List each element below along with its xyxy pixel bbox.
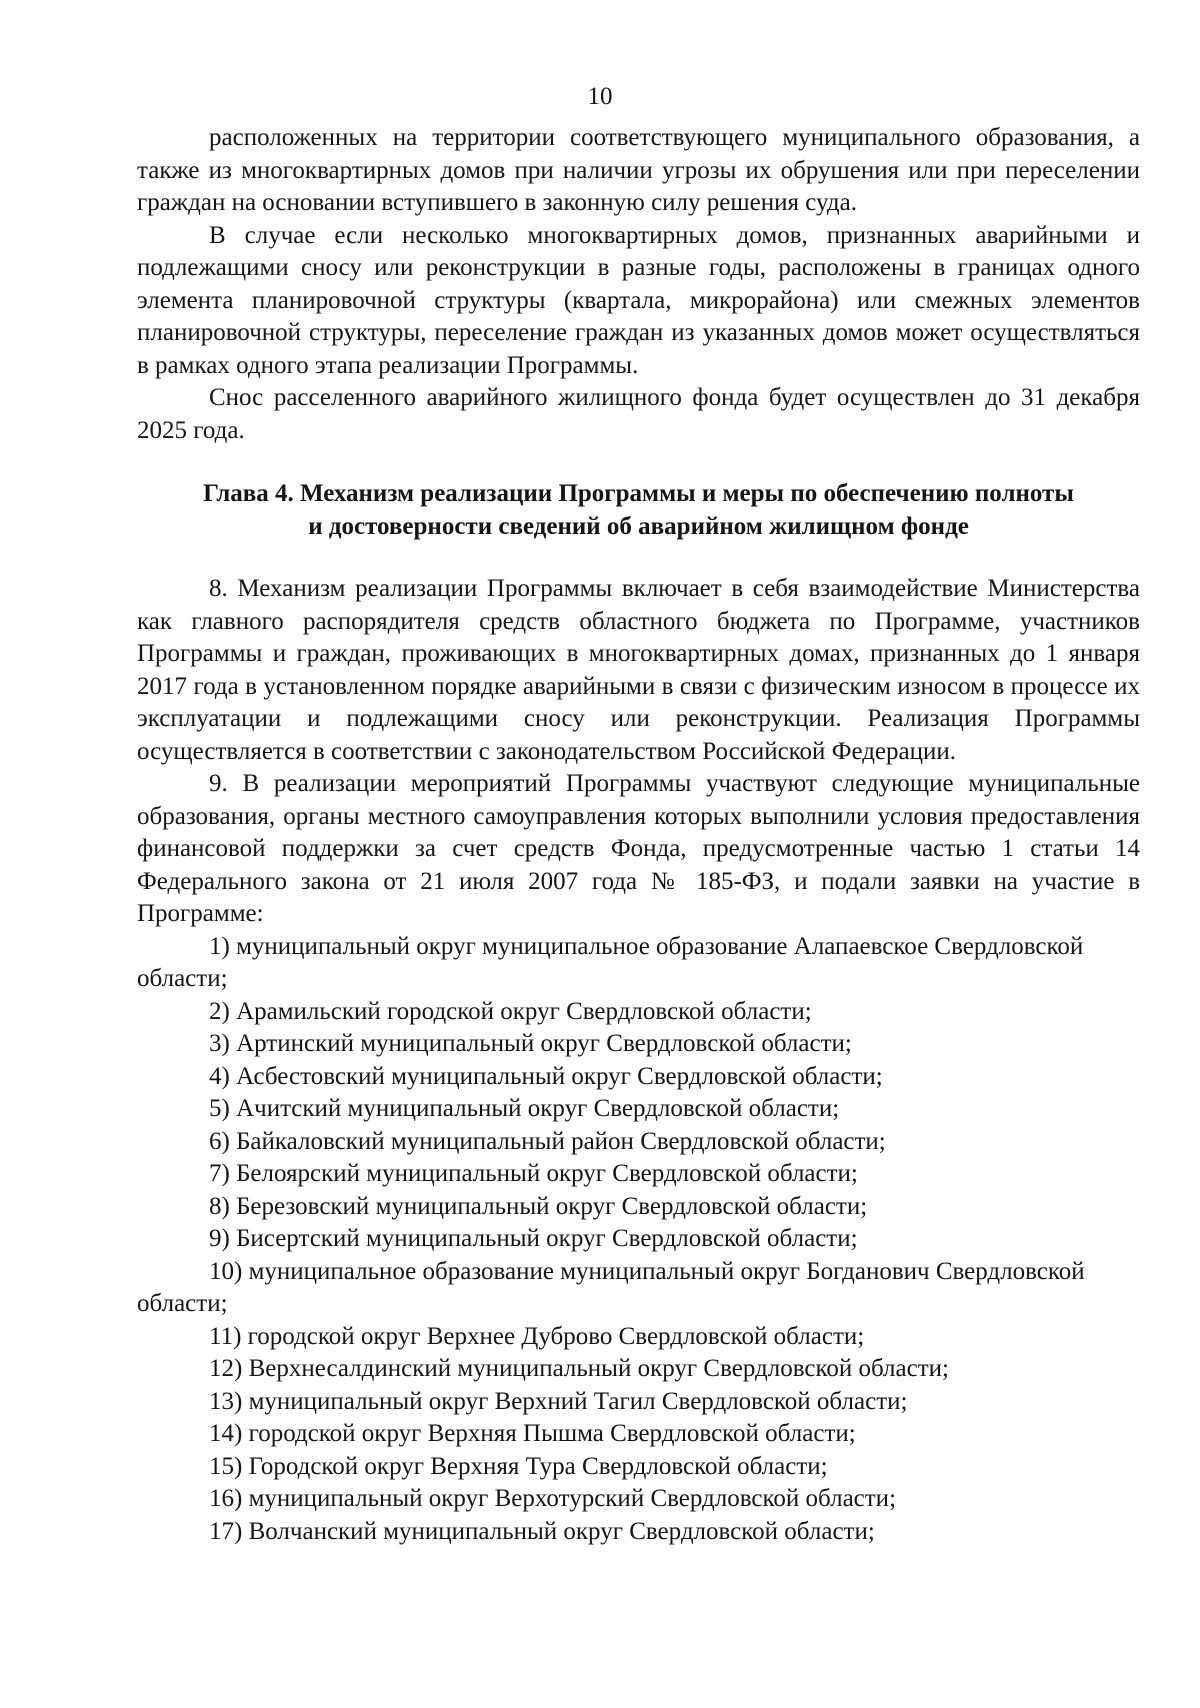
list-item: 17) Волчанский муниципальный округ Свердловской области; (209, 1517, 875, 1545)
list-item: 12) Верхнесалдинский муниципальный округ Свердловской области; (209, 1355, 949, 1382)
list-item: 11) городской округ Верхнее Дуброво Свердловской области; (209, 1322, 865, 1350)
list-item: 1) муниципальный округ муниципальное образование Алапаевское Свердловской области; (137, 932, 1084, 992)
list-item: 5) Ачитский муниципальный округ Свердловской области; (209, 1095, 840, 1122)
list-item: 10) муниципальное образование муниципальный округ Богданович Свердловской области; (137, 1257, 1085, 1317)
list-item: 13) муниципальный округ Верхний Тагил Свердловской области; (209, 1387, 908, 1415)
chapter-heading-line-1: Глава 4. Механизм реализации Программы и меры по обеспечению полноты (203, 480, 1074, 507)
list-item: 7) Белоярский муниципальный округ Свердловской области; (209, 1160, 858, 1187)
list-item: 6) Байкаловский муниципальный район Свердловской области; (209, 1127, 886, 1155)
list-item: 15) Городской округ Верхняя Тура Свердловской области; (209, 1452, 828, 1480)
paragraph-item-8: 8. Механизм реализации Программы включает в себя взаимодействие Министерства как главного распорядителя средств областного бюджета по Программе, участников Программы и граждан, проживающих в многоквартирных домах, признанных до 1 января 2017 года в установленном порядке аварийными в связи с физическим износом в процессе их эксплуатации и подлежащими сносу или реконструкции. Реализация Программы осуществляется в соответствии с законодательством Российской Федерации. (137, 575, 1140, 765)
list-item: 4) Асбестовский муниципальный округ Свердловской области; (209, 1062, 883, 1090)
paragraph-item-9: 9. В реализации мероприятий Программы участвуют следующие муниципальные образования, органы местного самоуправления которых выполнили условия предоставления финансовой поддержки за счет средств Фонда, предусмотренные частью 1 статьи 14 Федерального закона от 21 июля 2007 года № 185-ФЗ, и подали заявки на участие в Программе: (137, 770, 1140, 927)
list-item: 3) Артинский муниципальный округ Свердловской области; (209, 1030, 852, 1057)
page-number: 10 (587, 83, 613, 110)
page-content (137, 122, 1140, 1548)
municipalities-list (137, 931, 1140, 1549)
list-item: 2) Арамильский городской округ Свердловской области; (209, 997, 812, 1025)
list-item: 8) Березовский муниципальный округ Свердловской области; (209, 1192, 868, 1220)
paragraph-demolition-deadline: Снос расселенного аварийного жилищного фонда будет осуществлен до 31 декабря 2025 года. (137, 384, 1140, 444)
list-item: 9) Бисертский муниципальный округ Свердловской области; (209, 1225, 858, 1252)
chapter-heading-line-2: и достоверности сведений об аварийном жилищном фонде (308, 513, 969, 540)
list-item: 14) городской округ Верхняя Пышма Свердловской области; (209, 1420, 856, 1447)
paragraph-continuation: расположенных на территории соответствующего муниципального образования, а также из многоквартирных домов при наличии угрозы их обрушения или при переселении граждан на основании вступившего в законную силу решения суда. (137, 124, 1140, 216)
chapter-heading (137, 477, 1140, 543)
paragraph-multiple-houses: В случае если несколько многоквартирных домов, признанных аварийными и подлежащими сносу или реконструкции в разные годы, расположены в границах одного элемента планировочной структуры (квартала, микрорайона) или смежных элементов планировочной структуры, переселение граждан из указанных домов может осуществляться в рамках одного этапа реализации Программы. (137, 221, 1140, 379)
list-item: 16) муниципальный округ Верхотурский Свердловской области; (209, 1485, 897, 1512)
